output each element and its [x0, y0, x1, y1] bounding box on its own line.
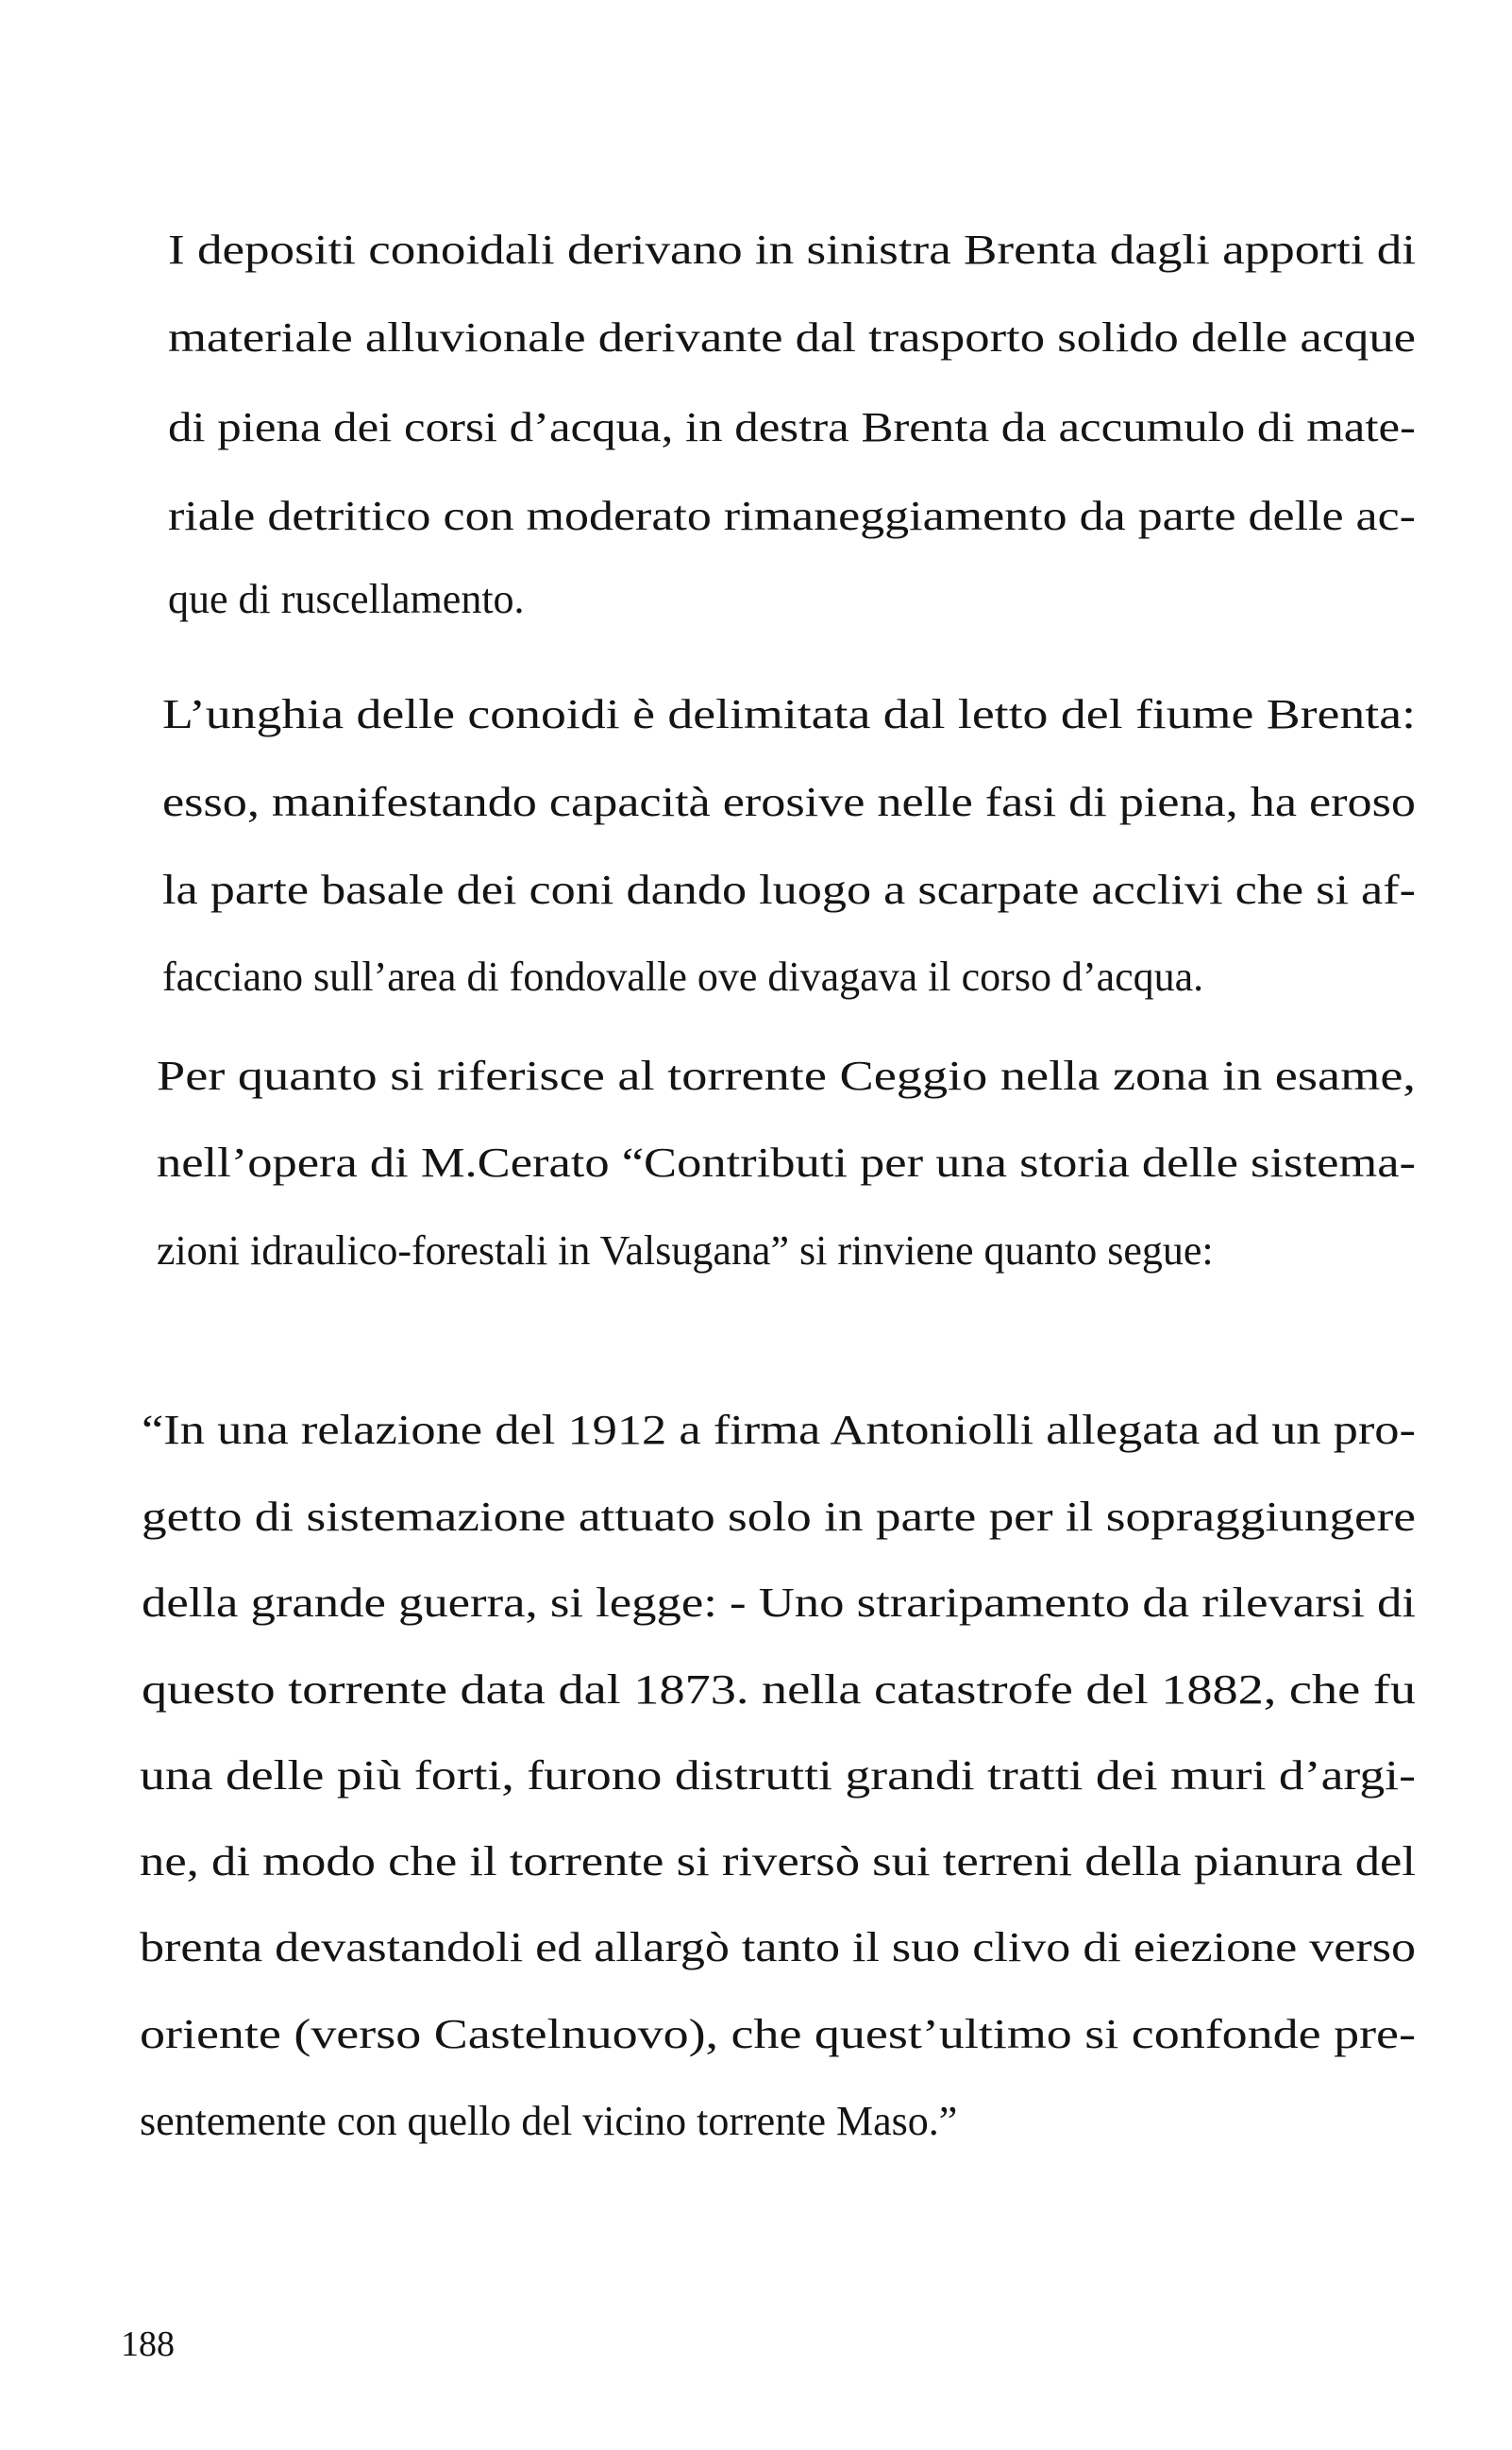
text-line: riale detritico con moderato rimaneggiamento da parte delle ac- — [168, 493, 1416, 539]
text-line: brenta devastandoli ed allargò tanto il suo clivo di eiezione verso — [140, 1924, 1416, 1970]
text-line: questo torrente data dal 1873. nella catastrofe del 1882, che fu — [142, 1666, 1416, 1713]
text-line: ne, di modo che il torrente si riversò sui terreni della pianura del — [140, 1838, 1416, 1884]
text-line: que di ruscellamento. — [168, 576, 525, 622]
text-line: di piena dei corsi d’acqua, in destra Brenta da accumulo di mate- — [168, 404, 1416, 450]
text-line: I depositi conoidali derivano in sinistra Brenta dagli apporti di — [168, 227, 1416, 273]
text-line: oriente (verso Castelnuovo), che quest’ultimo si confonde pre- — [140, 2011, 1416, 2057]
page-number: 188 — [121, 2324, 175, 2364]
text-line: materiale alluvionale derivante dal trasporto solido delle acque — [168, 314, 1416, 361]
text-line: getto di sistemazione attuato solo in parte per il sopraggiungere — [142, 1494, 1416, 1540]
text-line: una delle più forti, furono distrutti grandi tratti dei muri d’argi- — [140, 1752, 1416, 1799]
text-line: “In una relazione del 1912 a firma Antoniolli allegata ad un pro- — [142, 1407, 1416, 1453]
text-line: nell’opera di M.Cerato “Contributi per una storia delle sistema- — [157, 1140, 1416, 1186]
text-line: zioni idraulico-forestali in Valsugana” si rinviene quanto segue: — [157, 1227, 1214, 1274]
text-line: esso, manifestando capacità erosive nelle fasi di piena, ha eroso — [162, 779, 1416, 825]
text-line: Per quanto si riferisce al torrente Ceggio nella zona in esame, — [157, 1053, 1416, 1099]
text-line: L’unghia delle conoidi è delimitata dal letto del fiume Brenta: — [162, 691, 1416, 737]
text-line: sentemente con quello del vicino torrente Maso.” — [140, 2098, 958, 2144]
text-line: facciano sull’area di fondovalle ove divagava il corso d’acqua. — [162, 954, 1204, 1000]
text-line: della grande guerra, si legge: - Uno straripamento da rilevarsi di — [142, 1580, 1416, 1626]
text-line: la parte basale dei coni dando luogo a scarpate acclivi che si af- — [162, 867, 1416, 913]
